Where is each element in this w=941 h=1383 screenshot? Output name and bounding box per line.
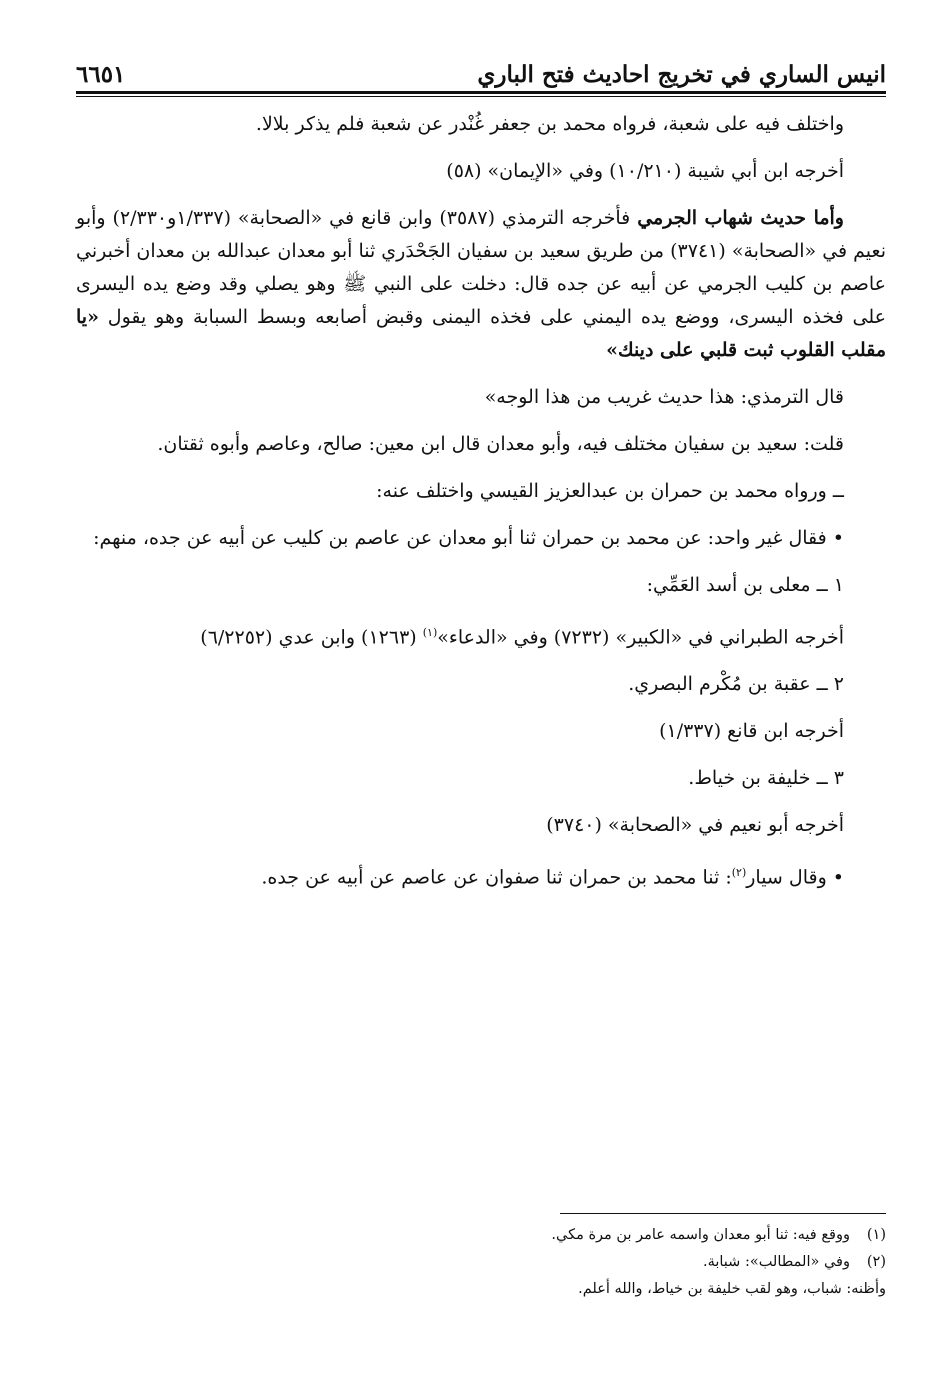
paragraph: واختلف فيه على شعبة، فرواه محمد بن جعفر غُنْدر عن شعبة فلم يذكر بلالا. — [255, 113, 844, 135]
paragraph-text: • وقال سيار — [746, 866, 844, 889]
source-text: (١٢٦٣) وابن عدي (٦/٢٢٥٢) — [200, 626, 423, 649]
footnote-continuation: وأظنه: شباب، وهو لقب خليفة بن خياط، والله أعلم. — [578, 1281, 886, 1297]
section-lead: وأما حديث شهاب الجرمي — [637, 207, 844, 229]
footnote-text: ووقع فيه: ثنا أبو معدان واسمه عامر بن مرة مكي. — [551, 1227, 850, 1243]
running-title: انيس الساري في تخريج احاديث فتح الباري — [477, 61, 886, 88]
footnote — [76, 1249, 886, 1276]
header-rule — [76, 91, 886, 94]
list-item-source — [76, 616, 886, 654]
list-item-source: أخرجه ابن قانع (١/٣٣٧) — [659, 720, 844, 743]
list-item-title: ٢ ــ عقبة بن مُكْرم البصري. — [628, 673, 844, 696]
list-item-title: ١ ــ معلى بن أسد العَمِّي: — [646, 574, 844, 596]
list-item-source: أخرجه أبو نعيم في «الصحابة» (٣٧٤٠) — [546, 814, 844, 837]
footnote — [76, 1222, 886, 1249]
paragraph: أخرجه ابن أبي شيبة (١٠/٢١٠) وفي «الإيمان» (٥٨) — [446, 160, 844, 182]
footnotes — [76, 1213, 886, 1303]
footnote-text: وفي «المطالب»: شبابة. — [702, 1254, 850, 1270]
source-text: أخرجه الطبراني في «الكبير» (٧٢٣٢) وفي «الدعاء» — [437, 626, 844, 649]
paragraph: • فقال غير واحد: عن محمد بن حمران ثنا أبو معدان عن عاصم بن كليب عن أبيه عن جده، منهم: — [93, 527, 844, 549]
footnote-rule — [560, 1213, 886, 1214]
paragraph-text: فأخرجه الترمذي (٣٥٨٧) وابن قانع في «الصحابة» (١/٣٣٧و٢/٣٣٠) وأبو نعيم في «الصحابة» (٣٧٤١) من طريق سعيد بن سفيان الجَحْدَري ثنا أبو معدان عبدالله بن معدان أخبرني عاصم بن كليب الجرمي عن أبيه عن جده قال: دخلت على النبي ﷺ وهو يصلي وقد وضع يده اليسرى على فخذه اليسرى، ووضع يده اليمني على فخذه اليمنى وقبض أصابعه وبسط السبابة وهو يقول — [76, 207, 886, 328]
document-page — [76, 0, 886, 1383]
page-number: ٦٦٥١ — [76, 61, 126, 88]
footnote-number: (١) — [866, 1227, 886, 1243]
header-rule-thin — [76, 96, 886, 97]
paragraph: قال الترمذي: هذا حديث غريب من هذا الوجه» — [484, 386, 844, 408]
page-header — [76, 52, 886, 88]
list-item-title: ٣ ــ خليفة بن خياط. — [688, 767, 844, 790]
paragraph — [76, 856, 886, 894]
paragraph: قلت: سعيد بن سفيان مختلف فيه، وأبو معدان قال ابن معين: صالح، وعاصم وأبوه ثقتان. — [157, 433, 844, 455]
main-text — [76, 108, 886, 909]
paragraph — [76, 202, 886, 367]
footnote-ref: (٢) — [731, 866, 747, 880]
footnote-ref: (١) — [422, 626, 438, 639]
paragraph-text: : ثنا محمد بن حمران ثنا صفوان عن عاصم عن أبيه عن جده. — [261, 866, 732, 889]
hadith-quote: «يا مقلب القلوب ثبت قلبي على دينك» — [76, 306, 886, 361]
footnote-number: (٢) — [866, 1254, 886, 1270]
paragraph: ــ ورواه محمد بن حمران بن عبدالعزيز القيسي واختلف عنه: — [376, 480, 844, 502]
